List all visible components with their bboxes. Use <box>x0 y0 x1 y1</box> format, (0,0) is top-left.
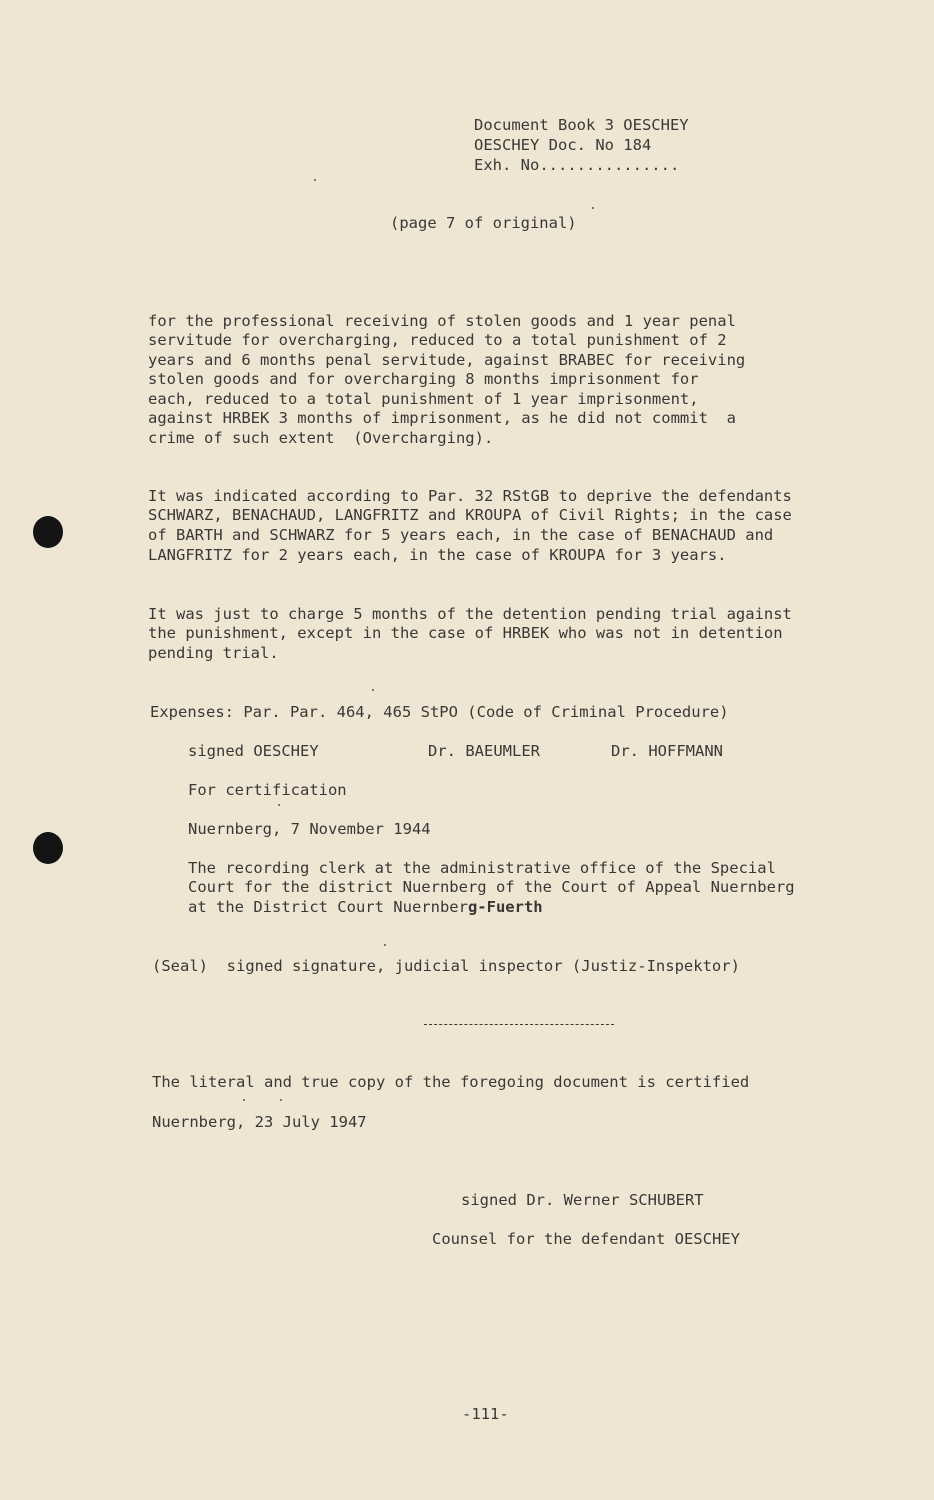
speck <box>592 207 594 209</box>
paragraph-line: crime of such extent (Overcharging). <box>148 429 494 447</box>
paragraph-line: It was just to charge 5 months of the detention pending trial against <box>148 605 792 623</box>
paragraph-line: servitude for overcharging, reduced to a total punishment of 2 <box>148 331 727 349</box>
speck <box>372 689 374 691</box>
doc-book-line: Document Book 3 OESCHEY <box>474 116 689 134</box>
place-date-1944: Nuernberg, 7 November 1944 <box>188 820 431 838</box>
page-reference: (page 7 of original) <box>390 214 577 232</box>
paragraph-line: LANGFRITZ for 2 years each, in the case of KROUPA for 3 years. <box>148 546 727 564</box>
punch-hole-top <box>33 516 63 548</box>
clerk-line-3-overtyped: g-Fuerth <box>467 898 543 916</box>
signature-baeumler: Dr. BAEUMLER <box>428 742 540 760</box>
speck <box>280 1099 282 1101</box>
signature-oeschey: signed OESCHEY <box>188 742 319 760</box>
certification-label: For certification <box>188 781 347 799</box>
speck <box>314 179 316 181</box>
signature-hoffmann: Dr. HOFFMANN <box>611 742 723 760</box>
seal-line: (Seal) signed signature, judicial inspector (Justiz-Inspektor) <box>152 957 740 975</box>
counsel-signature: signed Dr. Werner SCHUBERT <box>461 1191 704 1209</box>
paragraph-line: SCHWARZ, BENACHAUD, LANGFRITZ and KROUPA of Civil Rights; in the case <box>148 506 792 524</box>
speck <box>278 804 280 806</box>
paragraph-line: for the professional receiving of stolen goods and 1 year penal <box>148 312 736 330</box>
page-number: -111- <box>462 1405 509 1423</box>
clerk-line-2: Court for the district Nuernberg of the Court of Appeal Nuernberg <box>188 878 795 896</box>
clerk-line-3 <box>188 898 543 918</box>
paragraph-line: against HRBEK 3 months of imprisonment, as he did not commit a <box>148 409 736 427</box>
counsel-title: Counsel for the defendant OESCHEY <box>432 1230 740 1248</box>
place-date-1947: Nuernberg, 23 July 1947 <box>152 1113 367 1131</box>
certification-statement: The literal and true copy of the foregoing document is certified <box>152 1073 750 1091</box>
paragraph-line: of BARTH and SCHWARZ for 5 years each, in the case of BENACHAUD and <box>148 526 774 544</box>
punch-hole-bottom <box>33 832 63 864</box>
clerk-line-1: The recording clerk at the administrative office of the Special <box>188 859 776 877</box>
separator-line <box>424 1024 614 1025</box>
doc-number-line: OESCHEY Doc. No 184 <box>474 136 652 154</box>
paragraph-line: years and 6 months penal servitude, against BRABEC for receiving <box>148 351 746 369</box>
paragraph-line: pending trial. <box>148 644 279 662</box>
paragraph-line: stolen goods and for overcharging 8 months imprisonment for <box>148 370 699 388</box>
expenses-line: Expenses: Par. Par. 464, 465 StPO (Code of Criminal Procedure) <box>150 703 729 721</box>
speck <box>243 1099 245 1101</box>
paragraph-line: the punishment, except in the case of HRBEK who was not in detention <box>148 624 783 642</box>
paragraph-line: each, reduced to a total punishment of 1 year imprisonment, <box>148 390 699 408</box>
clerk-line-3-text: at the District Court Nuernber <box>188 898 468 916</box>
paragraph-line: It was indicated according to Par. 32 RStGB to deprive the defendants <box>148 487 792 505</box>
speck <box>384 944 386 946</box>
exhibit-number-line: Exh. No............... <box>474 156 680 174</box>
